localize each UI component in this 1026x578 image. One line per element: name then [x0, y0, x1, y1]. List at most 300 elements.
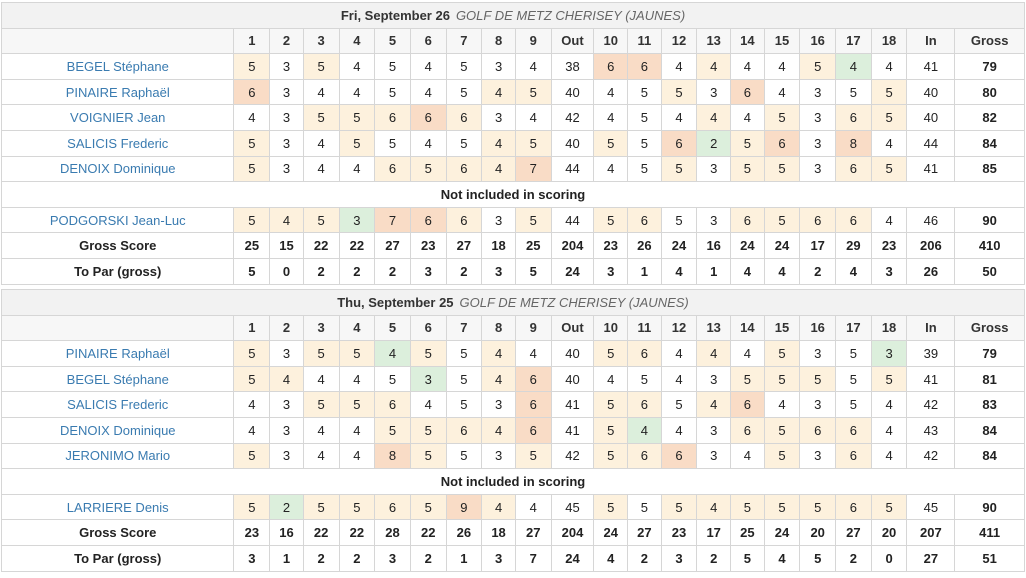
hole-score-cell: 5	[594, 130, 628, 156]
hole-score-cell: 3	[800, 392, 836, 418]
hole-score-cell: 4	[731, 341, 765, 367]
hole-score-cell: 4	[303, 130, 339, 156]
round-header	[2, 290, 1025, 316]
hole-score-cell: 4	[871, 443, 907, 469]
gross-score-cell: 20	[871, 520, 907, 546]
player-name-cell	[2, 341, 234, 367]
hole-header: 7	[446, 315, 482, 341]
hole-header: 11	[628, 315, 662, 341]
hole-score-cell: 4	[697, 341, 731, 367]
to-par-cell: 50	[955, 258, 1025, 284]
round-title	[2, 3, 1025, 29]
to-par-cell: 1	[697, 258, 731, 284]
excluded-label: Not included in scoring	[2, 469, 1025, 495]
hole-score-cell: 4	[871, 130, 907, 156]
gross-score-cell: 27	[375, 233, 411, 259]
hole-score-cell: 4	[303, 79, 339, 105]
hole-score-cell: 4	[515, 105, 551, 131]
hole-score-cell: 5	[836, 79, 872, 105]
hole-score-cell: 5	[446, 341, 482, 367]
hole-score-cell: 6	[375, 156, 411, 182]
player-row	[2, 207, 1025, 233]
to-par-cell: 0	[270, 258, 304, 284]
hole-score-cell: 6	[731, 392, 765, 418]
hole-score-cell: 6	[836, 417, 872, 443]
out-total-cell: 41	[551, 392, 594, 418]
to-par-cell: 0	[871, 545, 907, 571]
to-par-cell: 4	[661, 258, 697, 284]
gross-score-cell: 25	[515, 233, 551, 259]
hole-score-cell: 3	[270, 392, 304, 418]
in-total-cell: 46	[907, 207, 955, 233]
hole-score-cell: 4	[339, 156, 375, 182]
hole-score-cell: 6	[628, 443, 662, 469]
hole-score-cell: 3	[482, 207, 516, 233]
to-par-cell: 4	[731, 258, 765, 284]
to-par-cell: 3	[482, 258, 516, 284]
hole-score-cell: 5	[836, 341, 872, 367]
hole-header: In	[907, 28, 955, 54]
hole-score-cell: 3	[697, 443, 731, 469]
gross-total-cell: 84	[955, 417, 1025, 443]
player-name-cell	[2, 494, 234, 520]
to-par-cell: 3	[871, 258, 907, 284]
hole-score-cell: 4	[482, 130, 516, 156]
gross-score-cell: 23	[234, 520, 270, 546]
to-par-cell: 2	[410, 545, 446, 571]
hole-header: 2	[270, 315, 304, 341]
hole-score-cell: 5	[628, 366, 662, 392]
gross-score-label: Gross Score	[2, 520, 234, 546]
hole-score-cell: 4	[731, 105, 765, 131]
hole-score-cell: 5	[764, 417, 800, 443]
hole-score-cell: 6	[836, 156, 872, 182]
hole-score-cell: 4	[234, 392, 270, 418]
out-total-cell: 40	[551, 130, 594, 156]
hole-header: 8	[482, 315, 516, 341]
in-total-cell: 39	[907, 341, 955, 367]
to-par-cell: 27	[907, 545, 955, 571]
in-total-cell: 41	[907, 156, 955, 182]
gross-score-cell: 20	[800, 520, 836, 546]
hole-score-cell: 4	[661, 54, 697, 80]
hole-score-cell: 5	[375, 79, 411, 105]
hole-score-cell: 3	[800, 443, 836, 469]
hole-score-cell: 4	[594, 156, 628, 182]
hole-header: 1	[234, 315, 270, 341]
hole-score-cell: 5	[628, 156, 662, 182]
hole-score-cell: 4	[661, 341, 697, 367]
to-par-cell: 3	[661, 545, 697, 571]
hole-score-cell: 5	[764, 494, 800, 520]
hole-header: In	[907, 315, 955, 341]
to-par-row	[2, 258, 1025, 284]
excluded-separator	[2, 182, 1025, 208]
hole-score-cell: 5	[764, 156, 800, 182]
gross-score-cell: 411	[955, 520, 1025, 546]
hole-score-cell: 3	[339, 207, 375, 233]
hole-score-cell: 4	[410, 79, 446, 105]
player-name-cell	[2, 130, 234, 156]
to-par-cell: 3	[234, 545, 270, 571]
hole-score-cell: 5	[871, 366, 907, 392]
to-par-cell: 1	[446, 545, 482, 571]
hole-score-cell: 4	[410, 130, 446, 156]
to-par-cell: 2	[303, 258, 339, 284]
hole-score-cell: 6	[446, 417, 482, 443]
in-total-cell: 42	[907, 392, 955, 418]
hole-score-cell: 4	[871, 54, 907, 80]
in-total-cell: 40	[907, 79, 955, 105]
player-name-link[interactable]: DENOIX Dominique	[59, 161, 176, 177]
hole-header: 15	[764, 28, 800, 54]
hole-score-cell: 6	[375, 392, 411, 418]
hole-score-cell: 4	[339, 54, 375, 80]
hole-header: 16	[800, 28, 836, 54]
hole-score-cell: 4	[339, 366, 375, 392]
to-par-cell: 5	[515, 258, 551, 284]
player-name-link[interactable]: BEGEL Stéphane	[66, 371, 169, 387]
hole-score-cell: 6	[628, 341, 662, 367]
round-header	[2, 3, 1025, 29]
hole-score-cell: 3	[270, 130, 304, 156]
to-par-cell: 24	[551, 545, 594, 571]
course-name: GOLF DE METZ CHERISEY (JAUNES)	[459, 294, 689, 310]
gross-score-cell: 25	[731, 520, 765, 546]
hole-score-cell: 6	[661, 443, 697, 469]
hole-score-cell: 6	[764, 130, 800, 156]
hole-score-cell: 4	[594, 366, 628, 392]
hole-score-cell: 7	[375, 207, 411, 233]
to-par-label: To Par (gross)	[2, 545, 234, 571]
gross-score-cell: 24	[661, 233, 697, 259]
hole-header: 13	[697, 28, 731, 54]
player-name-link[interactable]: VOIGNIER Jean	[70, 110, 166, 126]
hole-score-cell: 5	[339, 341, 375, 367]
hole-score-cell: 4	[339, 443, 375, 469]
gross-total-cell: 84	[955, 130, 1025, 156]
hole-score-cell: 6	[446, 156, 482, 182]
hole-header: 7	[446, 28, 482, 54]
hole-score-cell: 3	[697, 417, 731, 443]
hole-score-cell: 6	[410, 105, 446, 131]
hole-score-cell: 4	[339, 79, 375, 105]
hole-score-cell: 5	[303, 341, 339, 367]
hole-score-cell: 5	[628, 79, 662, 105]
hole-score-cell: 5	[594, 443, 628, 469]
gross-total-cell: 79	[955, 54, 1025, 80]
hole-score-cell: 6	[375, 494, 411, 520]
hole-score-cell: 6	[836, 494, 872, 520]
in-total-cell: 42	[907, 443, 955, 469]
out-total-cell: 42	[551, 443, 594, 469]
hole-score-cell: 4	[303, 417, 339, 443]
hole-score-cell: 5	[594, 494, 628, 520]
hole-score-cell: 5	[800, 366, 836, 392]
hole-header: 15	[764, 315, 800, 341]
hole-score-cell: 4	[661, 417, 697, 443]
hole-score-cell: 5	[303, 207, 339, 233]
hole-score-cell: 5	[446, 366, 482, 392]
gross-score-cell: 24	[764, 233, 800, 259]
hole-header: 6	[410, 28, 446, 54]
hole-score-cell: 4	[270, 366, 304, 392]
gross-score-cell: 18	[482, 520, 516, 546]
hole-score-cell: 4	[871, 392, 907, 418]
player-name-link[interactable]: PINAIRE Raphaël	[65, 345, 170, 361]
hole-score-cell: 3	[800, 156, 836, 182]
hole-score-cell: 5	[234, 54, 270, 80]
hole-header: 4	[339, 315, 375, 341]
player-name-link[interactable]: PODGORSKI Jean-Luc	[49, 212, 186, 228]
gross-score-cell: 15	[270, 233, 304, 259]
hole-score-cell: 3	[482, 105, 516, 131]
player-row	[2, 54, 1025, 80]
hole-score-cell: 3	[482, 54, 516, 80]
gross-score-cell: 27	[628, 520, 662, 546]
player-name-link[interactable]: SALICIS Frederic	[67, 397, 169, 413]
hole-header: 12	[661, 315, 697, 341]
to-par-cell: 2	[628, 545, 662, 571]
hole-header: 5	[375, 28, 411, 54]
hole-score-cell: 5	[446, 130, 482, 156]
player-row	[2, 341, 1025, 367]
hole-score-cell: 6	[515, 417, 551, 443]
hole-score-cell: 4	[303, 156, 339, 182]
hole-score-cell: 5	[234, 207, 270, 233]
gross-score-cell: 28	[375, 520, 411, 546]
round-date: Thu, September 25	[337, 294, 454, 310]
excluded-separator	[2, 469, 1025, 495]
hole-score-cell: 3	[270, 54, 304, 80]
hole-score-cell: 5	[410, 417, 446, 443]
in-total-cell: 44	[907, 130, 955, 156]
hole-score-cell: 5	[661, 392, 697, 418]
gross-score-cell: 23	[661, 520, 697, 546]
to-par-cell: 3	[482, 545, 516, 571]
hole-score-cell: 5	[234, 494, 270, 520]
hole-score-cell: 5	[731, 130, 765, 156]
hole-score-cell: 4	[871, 207, 907, 233]
hole-score-cell: 5	[731, 494, 765, 520]
gross-score-cell: 26	[628, 233, 662, 259]
hole-score-cell: 3	[697, 207, 731, 233]
player-name-link[interactable]: DENOIX Dominique	[59, 422, 176, 438]
hole-header: 17	[836, 315, 872, 341]
player-name-link[interactable]: SALICIS Frederic	[67, 135, 169, 151]
hole-score-cell: 5	[375, 130, 411, 156]
hole-score-cell: 5	[871, 156, 907, 182]
hole-score-cell: 3	[270, 105, 304, 131]
hole-score-cell: 5	[836, 392, 872, 418]
gross-score-cell: 206	[907, 233, 955, 259]
hole-score-cell: 6	[594, 54, 628, 80]
hole-score-cell: 6	[800, 417, 836, 443]
to-par-cell: 2	[339, 545, 375, 571]
to-par-cell: 5	[234, 258, 270, 284]
to-par-cell: 2	[697, 545, 731, 571]
hole-score-cell: 5	[410, 341, 446, 367]
hole-score-cell: 3	[800, 105, 836, 131]
hole-score-cell: 3	[697, 366, 731, 392]
player-row	[2, 417, 1025, 443]
hole-score-cell: 5	[871, 79, 907, 105]
in-total-cell: 41	[907, 366, 955, 392]
hole-score-cell: 4	[482, 494, 516, 520]
hole-score-cell: 5	[764, 105, 800, 131]
in-total-cell: 40	[907, 105, 955, 131]
hole-score-cell: 2	[270, 494, 304, 520]
hole-score-cell: 5	[594, 341, 628, 367]
gross-total-cell: 81	[955, 366, 1025, 392]
excluded-label: Not included in scoring	[2, 182, 1025, 208]
hole-score-cell: 4	[303, 366, 339, 392]
gross-score-cell: 24	[731, 233, 765, 259]
to-par-cell: 4	[594, 545, 628, 571]
hole-header: 18	[871, 28, 907, 54]
hole-score-cell: 4	[303, 443, 339, 469]
out-total-cell: 44	[551, 207, 594, 233]
hole-score-cell: 5	[515, 79, 551, 105]
player-name-link[interactable]: BEGEL Stéphane	[66, 58, 169, 74]
hole-score-cell: 4	[482, 417, 516, 443]
hole-score-cell: 3	[800, 341, 836, 367]
to-par-cell: 5	[731, 545, 765, 571]
gross-total-cell: 83	[955, 392, 1025, 418]
hole-header: 10	[594, 315, 628, 341]
hole-score-cell: 6	[836, 207, 872, 233]
to-par-cell: 4	[764, 545, 800, 571]
hole-score-cell: 5	[303, 494, 339, 520]
hole-score-cell: 5	[836, 366, 872, 392]
player-name-link[interactable]: PINAIRE Raphaël	[65, 84, 170, 100]
hole-score-cell: 4	[764, 54, 800, 80]
hole-score-cell: 4	[764, 392, 800, 418]
gross-total-cell: 79	[955, 341, 1025, 367]
hole-score-cell: 5	[375, 54, 411, 80]
gross-score-cell: 22	[303, 233, 339, 259]
gross-score-cell: 17	[697, 520, 731, 546]
hole-score-cell: 4	[594, 105, 628, 131]
gross-score-cell: 23	[871, 233, 907, 259]
hole-score-cell: 5	[800, 54, 836, 80]
hole-score-cell: 3	[270, 417, 304, 443]
gross-score-cell: 27	[515, 520, 551, 546]
to-par-cell: 2	[339, 258, 375, 284]
hole-header: Out	[551, 28, 594, 54]
hole-score-cell: 5	[871, 494, 907, 520]
gross-total-cell: 84	[955, 443, 1025, 469]
hole-score-cell: 6	[375, 105, 411, 131]
to-par-cell: 4	[764, 258, 800, 284]
gross-score-cell: 29	[836, 233, 872, 259]
hole-header: 18	[871, 315, 907, 341]
to-par-cell: 2	[446, 258, 482, 284]
player-name-link[interactable]: JERONIMO Mario	[65, 448, 171, 464]
name-column-header	[2, 315, 234, 341]
gross-total-cell: 90	[955, 207, 1025, 233]
to-par-cell: 2	[375, 258, 411, 284]
player-row	[2, 392, 1025, 418]
to-par-cell: 3	[594, 258, 628, 284]
hole-score-cell: 4	[234, 417, 270, 443]
hole-score-cell: 8	[836, 130, 872, 156]
in-total-cell: 45	[907, 494, 955, 520]
hole-score-cell: 4	[375, 341, 411, 367]
hole-header: Gross	[955, 28, 1025, 54]
hole-header: 17	[836, 28, 872, 54]
hole-score-cell: 5	[234, 130, 270, 156]
hole-score-cell: 5	[800, 494, 836, 520]
column-header-row	[2, 28, 1025, 54]
gross-score-cell: 24	[594, 520, 628, 546]
hole-header: 6	[410, 315, 446, 341]
hole-score-cell: 4	[731, 54, 765, 80]
hole-score-cell: 6	[515, 392, 551, 418]
hole-score-cell: 5	[731, 156, 765, 182]
hole-score-cell: 5	[515, 443, 551, 469]
hole-score-cell: 5	[339, 105, 375, 131]
hole-score-cell: 6	[800, 207, 836, 233]
hole-score-cell: 6	[446, 105, 482, 131]
out-total-cell: 41	[551, 417, 594, 443]
hole-score-cell: 3	[800, 79, 836, 105]
hole-score-cell: 4	[697, 105, 731, 131]
hole-header: 14	[731, 28, 765, 54]
hole-score-cell: 5	[594, 417, 628, 443]
hole-score-cell: 4	[339, 417, 375, 443]
player-name-cell	[2, 79, 234, 105]
hole-score-cell: 5	[628, 105, 662, 131]
hole-score-cell: 4	[482, 366, 516, 392]
hole-score-cell: 5	[303, 54, 339, 80]
hole-score-cell: 5	[410, 494, 446, 520]
hole-score-cell: 3	[697, 79, 731, 105]
player-name-link[interactable]: LARRIERE Denis	[66, 499, 169, 515]
hole-header: 13	[697, 315, 731, 341]
course-name: GOLF DE METZ CHERISEY (JAUNES)	[455, 7, 686, 23]
hole-score-cell: 9	[446, 494, 482, 520]
gross-total-cell: 82	[955, 105, 1025, 131]
hole-score-cell: 4	[871, 417, 907, 443]
hole-header: 9	[515, 28, 551, 54]
hole-score-cell: 4	[661, 105, 697, 131]
hole-score-cell: 4	[482, 156, 516, 182]
hole-score-cell: 5	[515, 130, 551, 156]
gross-score-cell: 26	[446, 520, 482, 546]
gross-score-cell: 23	[410, 233, 446, 259]
to-par-label: To Par (gross)	[2, 258, 234, 284]
to-par-row	[2, 545, 1025, 571]
gross-total-cell: 85	[955, 156, 1025, 182]
gross-score-cell: 204	[551, 233, 594, 259]
hole-header: 9	[515, 315, 551, 341]
hole-score-cell: 5	[410, 156, 446, 182]
hole-header: 5	[375, 315, 411, 341]
hole-score-cell: 5	[764, 341, 800, 367]
hole-score-cell: 5	[731, 366, 765, 392]
hole-score-cell: 4	[410, 392, 446, 418]
hole-score-cell: 6	[661, 130, 697, 156]
name-column-header	[2, 28, 234, 54]
to-par-cell: 3	[410, 258, 446, 284]
gross-score-cell: 22	[410, 520, 446, 546]
hole-score-cell: 3	[871, 341, 907, 367]
hole-score-cell: 5	[446, 392, 482, 418]
hole-score-cell: 4	[697, 392, 731, 418]
to-par-cell: 2	[800, 258, 836, 284]
hole-score-cell: 5	[661, 494, 697, 520]
